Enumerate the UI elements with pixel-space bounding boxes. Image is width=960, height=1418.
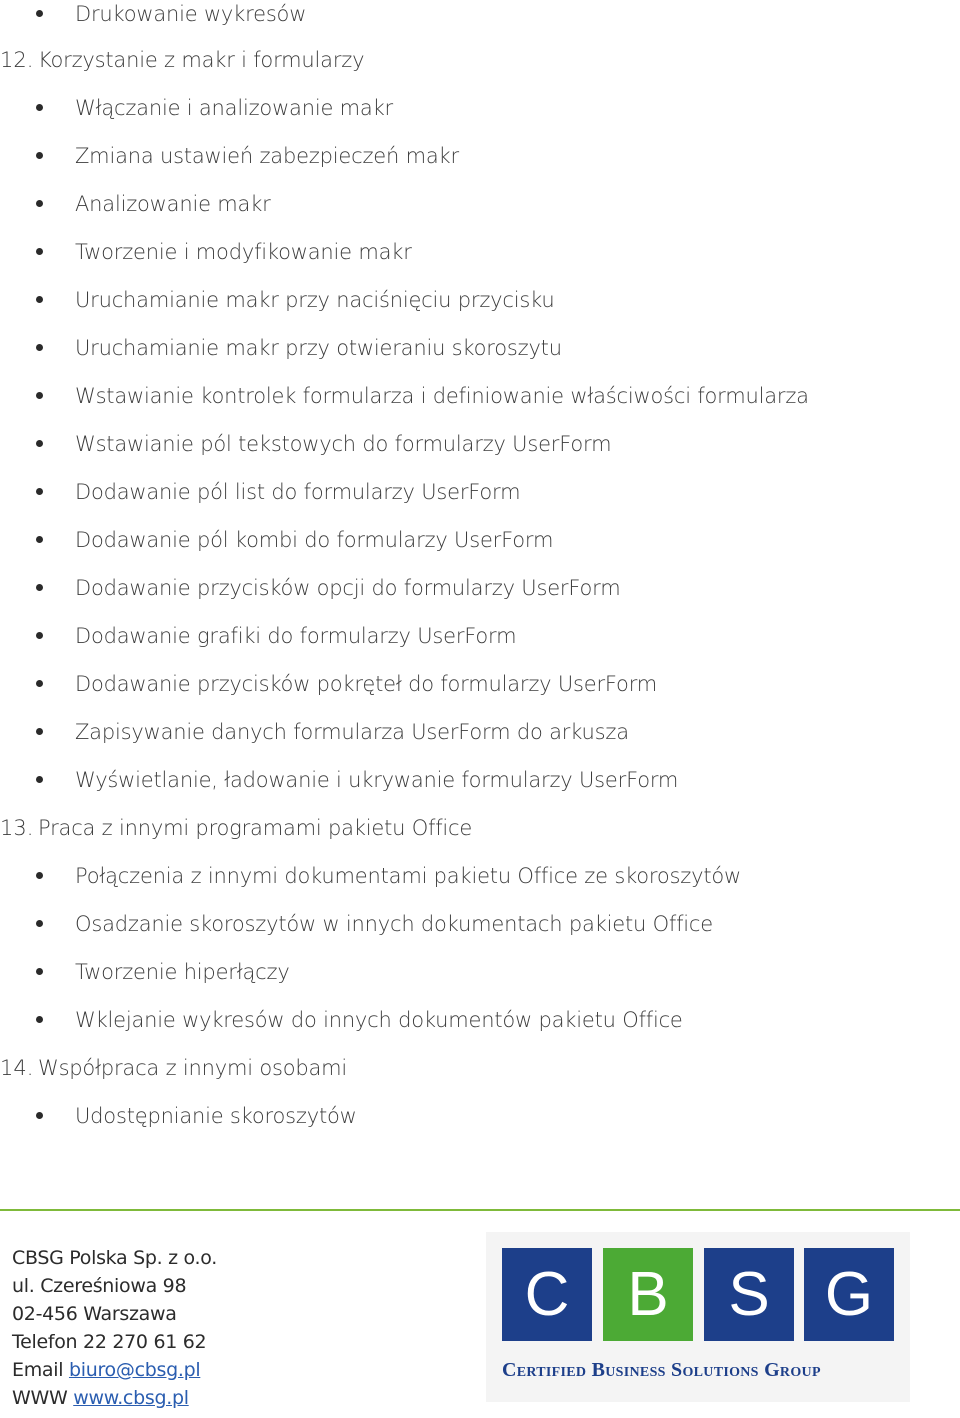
bullet-icon xyxy=(36,920,43,927)
section-number: 14. xyxy=(0,1056,34,1080)
section-title: Korzystanie z makr i formularzy xyxy=(38,48,365,72)
logo-tile-c: C xyxy=(502,1248,592,1341)
logo-caption-text: Certified Business Solutions Group xyxy=(502,1359,821,1381)
bullet-icon xyxy=(36,968,43,975)
bullet-icon xyxy=(36,1112,43,1119)
list-item-text: Wstawianie pól tekstowych do formularzy UserForm xyxy=(75,432,612,456)
list-item-text: Wyświetlanie, ładowanie i ukrywanie formularzy UserForm xyxy=(75,768,679,792)
bullet-icon xyxy=(36,152,43,159)
street-address: ul. Czereśniowa 98 xyxy=(12,1275,187,1297)
list-item-text: Analizowanie makr xyxy=(75,192,271,216)
cbsg-logo xyxy=(486,1232,910,1402)
list-item-text: Zapisywanie danych formularza UserForm do arkusza xyxy=(75,720,629,744)
bullet-icon xyxy=(36,440,43,447)
bullet-icon xyxy=(36,344,43,351)
email-label: Email xyxy=(12,1359,64,1381)
list-item-text: Wklejanie wykresów do innych dokumentów pakietu Office xyxy=(75,1008,683,1032)
section-number: 12. xyxy=(0,48,34,72)
list-item-text: Wstawianie kontrolek formularza i definiowanie właściwości formularza xyxy=(75,384,809,408)
list-item-text: Uruchamianie makr przy otwieraniu skoroszytu xyxy=(75,336,562,360)
bullet-icon xyxy=(36,872,43,879)
logo-tile-s: S xyxy=(704,1248,794,1341)
bullet-icon xyxy=(36,632,43,639)
list-item-text: Dodawanie przycisków pokręteł do formularzy UserForm xyxy=(75,672,658,696)
footer-divider xyxy=(0,1209,960,1211)
email-link[interactable]: biuro@cbsg.pl xyxy=(68,1359,201,1381)
city-address: 02-456 Warszawa xyxy=(12,1303,177,1325)
list-item-text: Dodawanie pól list do formularzy UserForm xyxy=(75,480,521,504)
list-item-text: Tworzenie i modyfikowanie makr xyxy=(75,240,412,264)
list-item-text: Połączenia z innymi dokumentami pakietu Office ze skoroszytów xyxy=(75,864,741,888)
bullet-icon xyxy=(36,200,43,207)
section-title: Praca z innymi programami pakietu Office xyxy=(38,816,473,840)
www-line xyxy=(12,1384,217,1412)
bullet-icon xyxy=(36,680,43,687)
bullet-icon xyxy=(36,104,43,111)
section-number: 13. xyxy=(0,816,34,840)
website-link[interactable]: www.cbsg.pl xyxy=(73,1387,189,1409)
list-item-text: Tworzenie hiperłączy xyxy=(75,960,290,984)
logo-caption xyxy=(502,1359,894,1382)
list-item-text: Dodawanie grafiki do formularzy UserForm xyxy=(75,624,517,648)
section-title: Współpraca z innymi osobami xyxy=(38,1056,348,1080)
bullet-icon xyxy=(36,248,43,255)
phone-number: Telefon 22 270 61 62 xyxy=(12,1331,207,1353)
bullet-icon xyxy=(36,10,43,17)
list-item-text: Zmiana ustawień zabezpieczeń makr xyxy=(75,144,459,168)
list-item-text: Dodawanie pól kombi do formularzy UserForm xyxy=(75,528,554,552)
company-address xyxy=(12,1244,217,1412)
list-item-text: Drukowanie wykresów xyxy=(75,2,307,26)
bullet-icon xyxy=(36,488,43,495)
email-line xyxy=(12,1356,217,1384)
list-item-text: Osadzanie skoroszytów w innych dokumentach pakietu Office xyxy=(75,912,713,936)
logo-tile-g: G xyxy=(804,1248,894,1341)
bullet-icon xyxy=(36,296,43,303)
list-item-text: Udostępnianie skoroszytów xyxy=(75,1104,357,1128)
bullet-icon xyxy=(36,1016,43,1023)
list-item-text: Uruchamianie makr przy naciśnięciu przycisku xyxy=(75,288,555,312)
bullet-icon xyxy=(36,728,43,735)
www-label: WWW xyxy=(12,1387,68,1409)
bullet-icon xyxy=(36,392,43,399)
bullet-icon xyxy=(36,776,43,783)
bullet-icon xyxy=(36,536,43,543)
logo-tile-b: B xyxy=(603,1248,693,1341)
company-name: CBSG Polska Sp. z o.o. xyxy=(12,1247,217,1269)
list-item-text: Dodawanie przycisków opcji do formularzy UserForm xyxy=(75,576,621,600)
list-item-text: Włączanie i analizowanie makr xyxy=(75,96,393,120)
bullet-icon xyxy=(36,584,43,591)
